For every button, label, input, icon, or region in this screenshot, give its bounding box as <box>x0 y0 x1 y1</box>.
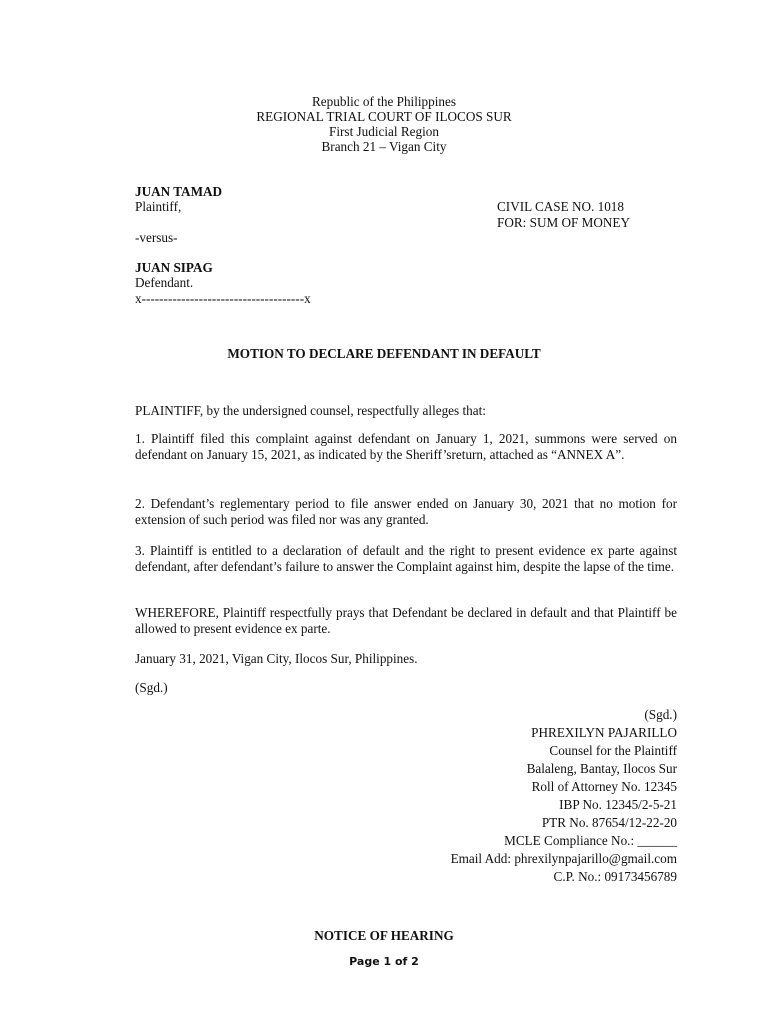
date-place: January 31, 2021, Vigan City, Ilocos Sur, Philippines. <box>135 651 418 666</box>
roll-of-attorney: Roll of Attorney No. 12345 <box>531 779 677 794</box>
notice-of-hearing-title: NOTICE OF HEARING <box>314 928 454 943</box>
versus-label: -versus- <box>135 230 178 245</box>
contact-number: C.P. No.: 09173456789 <box>553 869 677 884</box>
defendant-role: Defendant. <box>135 275 194 290</box>
sgd-left: (Sgd.) <box>135 680 168 695</box>
intro-paragraph: PLAINTIFF, by the undersigned counsel, respectfully alleges that: <box>135 403 486 418</box>
page-indicator: Page 1 of 2 <box>349 955 419 968</box>
case-nature: FOR: SUM OF MONEY <box>497 214 631 230</box>
plaintiff-name: JUAN TAMAD <box>135 184 223 199</box>
case-info <box>497 199 630 230</box>
caption-separator: x-------------------------------------x <box>135 291 311 306</box>
header-region: First Judicial Region <box>329 124 439 139</box>
paragraph-3: 3. Plaintiff is entitled to a declaration of default and the right to present evidence ex parte against defendant, after defendant’s failure to answer the Complaint against him, despite the lapse of the time. <box>135 543 677 574</box>
mcle-compliance: MCLE Compliance No.: ______ <box>504 833 677 848</box>
header-republic: Republic of the Philippines <box>312 94 456 109</box>
ptr-number: PTR No. 87654/12-22-20 <box>541 815 677 830</box>
defendant-name: JUAN SIPAG <box>135 260 213 275</box>
signature-block <box>451 706 677 886</box>
ibp-number: IBP No. 12345/2-5-21 <box>559 797 677 812</box>
signature-sgd: (Sgd.) <box>644 707 677 722</box>
email-address: Email Add: phrexilynpajarillo@gmail.com <box>450 851 677 866</box>
counsel-role: Counsel for the Plaintiff <box>549 743 677 758</box>
header-court: REGIONAL TRIAL COURT OF ILOCOS SUR <box>256 109 512 124</box>
counsel-name: PHREXILYN PAJARILLO <box>531 725 677 740</box>
prayer-paragraph: WHEREFORE, Plaintiff respectfully prays that Defendant be declared in default and that Plaintiff be allowed to present evidence ex parte. <box>135 605 677 636</box>
counsel-address: Balaleng, Bantay, Ilocos Sur <box>526 761 677 776</box>
paragraph-2: 2. Defendant’s reglementary period to file answer ended on January 30, 2021 that no motion for extension of such period was filed nor was any granted. <box>135 496 677 527</box>
motion-title: MOTION TO DECLARE DEFENDANT IN DEFAULT <box>227 346 541 361</box>
header-branch: Branch 21 – Vigan City <box>321 139 447 154</box>
court-header <box>0 94 768 154</box>
case-number: CIVIL CASE NO. 1018 <box>497 199 624 214</box>
plaintiff-role: Plaintiff, <box>135 199 182 214</box>
paragraph-1: 1. Plaintiff filed this complaint against defendant on January 1, 2021, summons were served on defendant on January 15, 2021, as indicated by the Sheriff’sreturn, attached as “ANNEX A”. <box>135 431 677 462</box>
